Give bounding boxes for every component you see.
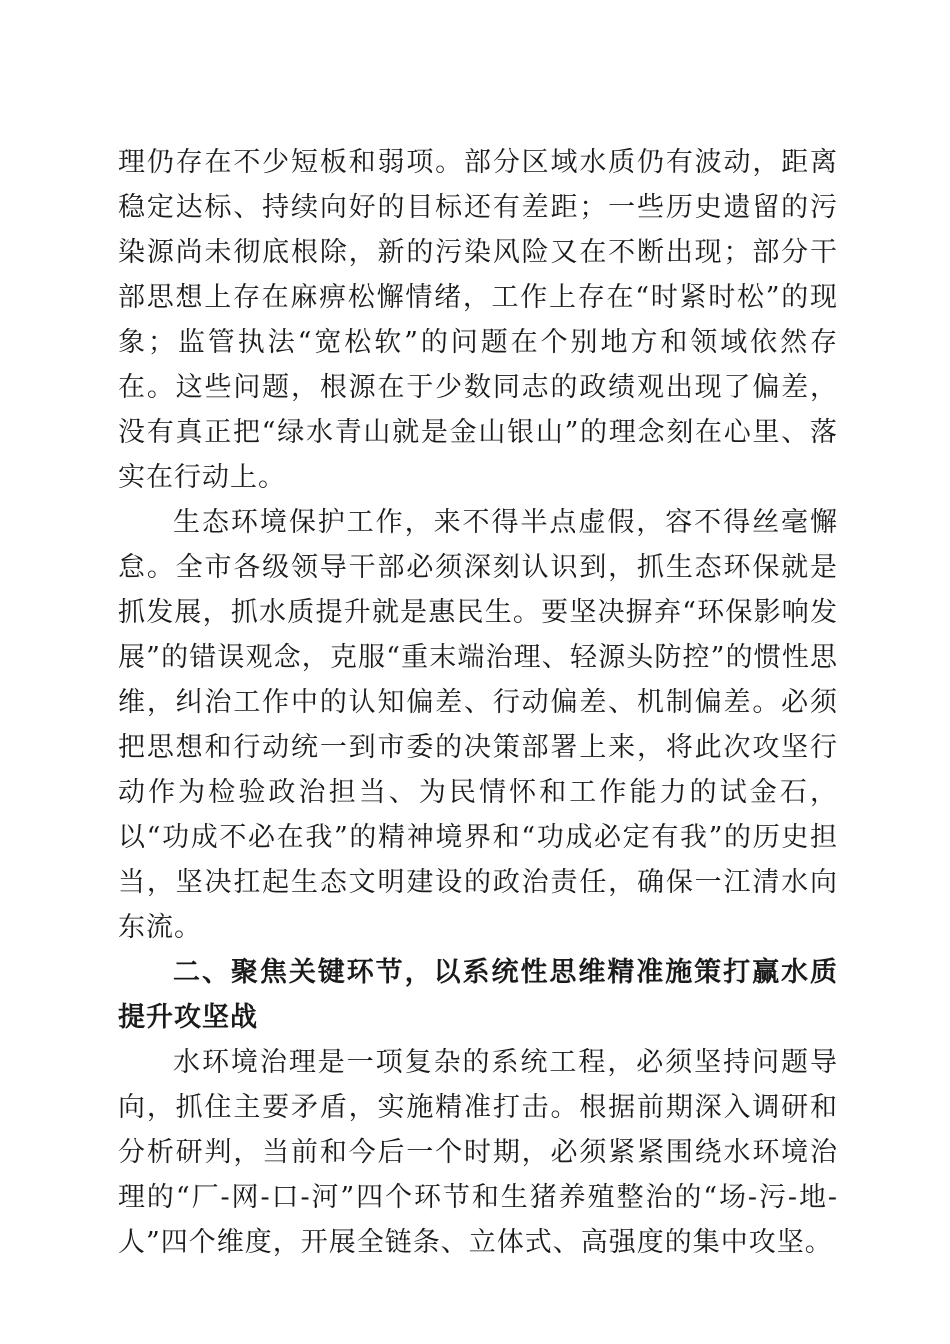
paragraph-ecology-protection: 生态环境保护工作，来不得半点虚假，容不得丝毫懈怠。全市各级领导干部必须深刻认识到，抓生态环保就是抓发展，抓水质提升就是惠民生。要坚决摒弃“环保影响发展”的错误观念，克服“重末端治理、轻源头防控”的惯性思维，纠治工作中的认知偏差、行动偏差、机制偏差。必须把思想和行动统一到市委的决策部署上来，将此次攻坚行动作为检验政治担当、为民情怀和工作能力的试金石，以“功成不必在我”的精神境界和“功成必定有我”的历史担当，坚决扛起生态文明建设的政治责任，确保一江清水向东流。 — [118, 507, 838, 943]
section-heading-2: 二、聚焦关键环节，以系统性思维精准施策打赢水质提升攻坚战 — [118, 957, 838, 1033]
paragraph-water-governance: 水环境治理是一项复杂的系统工程，必须坚持问题导向，抓住主要矛盾，实施精准打击。根据前期深入调研和分析研判，当前和今后一个时期，必须紧紧围绕水环境治理的“厂-网-口-河”四个环节和生猪养殖整治的“场-污-地-人”四个维度，开展全链条、立体式、高强度的集中攻坚。 — [118, 1047, 838, 1258]
document-body — [118, 140, 838, 1265]
paragraph-continued: 理仍存在不少短板和弱项。部分区域水质仍有波动，距离稳定达标、持续向好的目标还有差距；一些历史遗留的污染源尚未彻底根除，新的污染风险又在不断出现；部分干部思想上存在麻痹松懈情绪，工作上存在“时紧时松”的现象；监管执法“宽松软”的问题在个别地方和领域依然存在。这些问题，根源在于少数同志的政绩观出现了偏差，没有真正把“绿水青山就是金山银山”的理念刻在心里、落实在行动上。 — [118, 147, 838, 493]
